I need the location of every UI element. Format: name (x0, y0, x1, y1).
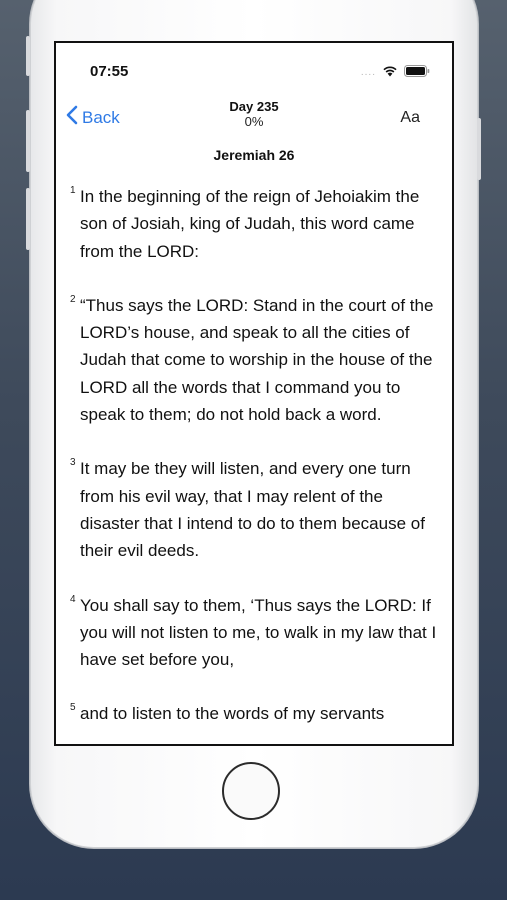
mute-switch (26, 36, 30, 76)
verse-item (68, 592, 440, 674)
verse-item (68, 455, 440, 564)
verse-number: 4 (70, 593, 76, 605)
app-screen (54, 41, 454, 746)
power-button (477, 118, 481, 180)
verse-item (68, 292, 440, 428)
verse-number: 1 (70, 185, 76, 196)
volume-up-button (26, 110, 30, 172)
signal-icon: .... (360, 67, 376, 78)
wifi-icon (382, 64, 398, 82)
verse-number: 5 (70, 702, 76, 714)
day-label: Day 235 (229, 99, 279, 114)
verse-number: 3 (70, 457, 76, 469)
status-time: 07:55 (90, 63, 129, 80)
chapter-title: Jeremiah 26 (213, 147, 295, 163)
battery-icon (404, 64, 430, 82)
verse-item (68, 183, 440, 265)
back-label: Back (82, 107, 120, 127)
home-button[interactable] (222, 762, 280, 820)
verse-text: In the beginning of the reign of Jehoiakim the son of Josiah, king of Judah, this word came from the LORD: (80, 187, 420, 261)
verse-text: and to listen to the words of my servants (80, 704, 385, 724)
progress-label: 0% (244, 114, 264, 129)
navigation-bar (56, 97, 452, 141)
verse-number: 2 (70, 293, 76, 305)
status-bar (56, 43, 452, 99)
status-icons (361, 64, 430, 82)
verse-text: You shall say to them, ‘Thus says the LORD: If you will not listen to me, to walk in my law that I have set before you, (80, 595, 437, 670)
font-size-button[interactable]: Aa (400, 109, 420, 126)
verse-item (68, 700, 440, 727)
verse-text: It may be they will listen, and every one turn from his evil way, that I may relent of the disaster that I intend to do to them because of their evil deeds. (80, 459, 425, 561)
volume-down-button (26, 188, 30, 250)
nav-title (56, 99, 452, 129)
verse-list (68, 183, 440, 746)
verse-text: “Thus says the LORD: Stand in the court of the LORD’s house, and speak to all the cities of Judah that come to worship in the house of the LORD all the words that I command you to speak to them; do not hold back a word. (80, 295, 434, 425)
